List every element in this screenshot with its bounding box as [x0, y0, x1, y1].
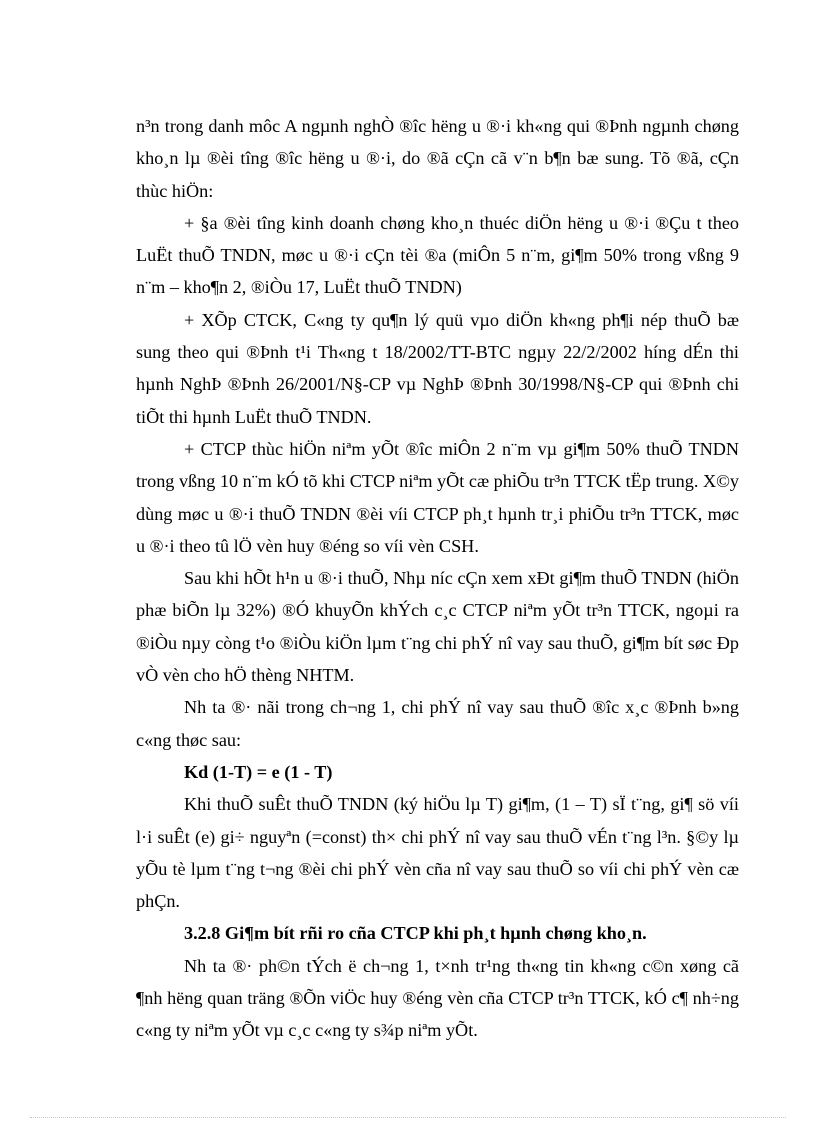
formula-line: Kd (1-T) = e (1 - T) — [184, 761, 333, 782]
paragraph-5: Sau khi hÕt h¹n u ®·i thuÕ, Nhµ níc cÇn xem xÐt gi¶m thuÕ TNDN (hiÖn phæ biÕn lµ 32%) ®Ó khuyÕn khÝch c¸c CTCP niªm yÕt tr³n TTCK, ngoµi ra ®iÒu nµy còng t¹o ®iÒu kiÖn lµm t¨ng chi phÝ nî vay sau thuÕ, gi¶m bít søc Ðp vÒ vèn cho hÖ thèng NHTM. — [136, 568, 739, 686]
paragraph-2: + §a ®èi tîng kinh doanh chøng kho¸n thuéc diÖn hëng u ®·i ®Çu t theo LuËt thuÕ TNDN, møc u ®·i cÇn tèi ®a (miÔn 5 n¨m, gi¶m 50% trong vßng 9 n¨m – kho¶n 2, ®iÒu 17, LuËt thuÕ TNDN) — [136, 212, 739, 298]
page-bottom-rule — [30, 1117, 786, 1118]
paragraph-7: Khi thuÕ suÊt thuÕ TNDN (ký hiÖu lµ T) gi¶m, (1 – T) sÏ t¨ng, gi¶ sö víi l·i suÊt (e) gi÷ nguyªn (=const) th× chi phÝ nî vay sau thuÕ vÉn t¨ng l³n. §©y lµ yÕu tè lµm t¨ng t¬ng ®èi chi phÝ vèn cña nî vay sau thuÕ so víi chi phÝ vèn cæ phÇn. — [136, 794, 739, 912]
section-heading: 3.2.8 Gi¶m bít rñi ro cña CTCP khi ph¸t hµnh chøng kho¸n. — [184, 923, 647, 944]
paragraph-8: Nh ta ®· ph©n tÝch ë ch¬ng 1, t×nh tr¹ng th«ng tin kh«ng c©n xøng cã ¶nh hëng quan träng ®Õn viÖc huy ®éng vèn cña CTCP tr³n TTCK, kÓ c¶ nh÷ng c«ng ty niªm yÕt vµ c¸c c«ng ty s¾p niªm yÕt. — [136, 955, 739, 1041]
paragraph-3: + XÕp CTCK, C«ng ty qu¶n lý quü vµo diÖn kh«ng ph¶i nép thuÕ bæ sung theo qui ®Þnh t¹i Th«ng t 18/2002/TT-BTC ngµy 22/2/2002 híng dÉn thi hµnh NghÞ ®Þnh 26/2001/N§-CP vµ NghÞ ®Þnh 30/1998/N§-CP qui ®Þnh chi tiÕt thi hµnh LuËt thuÕ TNDN. — [136, 309, 739, 427]
document-body — [136, 110, 739, 1047]
paragraph-6: Nh ta ®· nãi trong ch¬ng 1, chi phÝ nî vay sau thuÕ ®îc x¸c ®Þnh b»ng c«ng thøc sau: — [136, 697, 739, 750]
paragraph-1: n³n trong danh môc A ngµnh nghÒ ®îc hëng u ®·i kh«ng qui ®Þnh ngµnh chøng kho¸n lµ ®èi tîng ®îc hëng u ®·i, do ®ã cÇn cã v¨n b¶n bæ sung. Tõ ®ã, cÇn thùc hiÖn: — [136, 116, 739, 201]
paragraph-4: + CTCP thùc hiÖn niªm yÕt ®îc miÔn 2 n¨m vµ gi¶m 50% thuÕ TNDN trong vßng 10 n¨m kÓ tõ khi CTCP niªm yÕt cæ phiÕu tr³n TTCK tËp trung. X©y dùng møc u ®·i thuÕ TNDN ®èi víi CTCP ph¸t hµnh tr¸i phiÕu tr³n TTCK, møc u ®·i theo tû lÖ vèn huy ®éng so víi vèn CSH. — [136, 438, 739, 556]
